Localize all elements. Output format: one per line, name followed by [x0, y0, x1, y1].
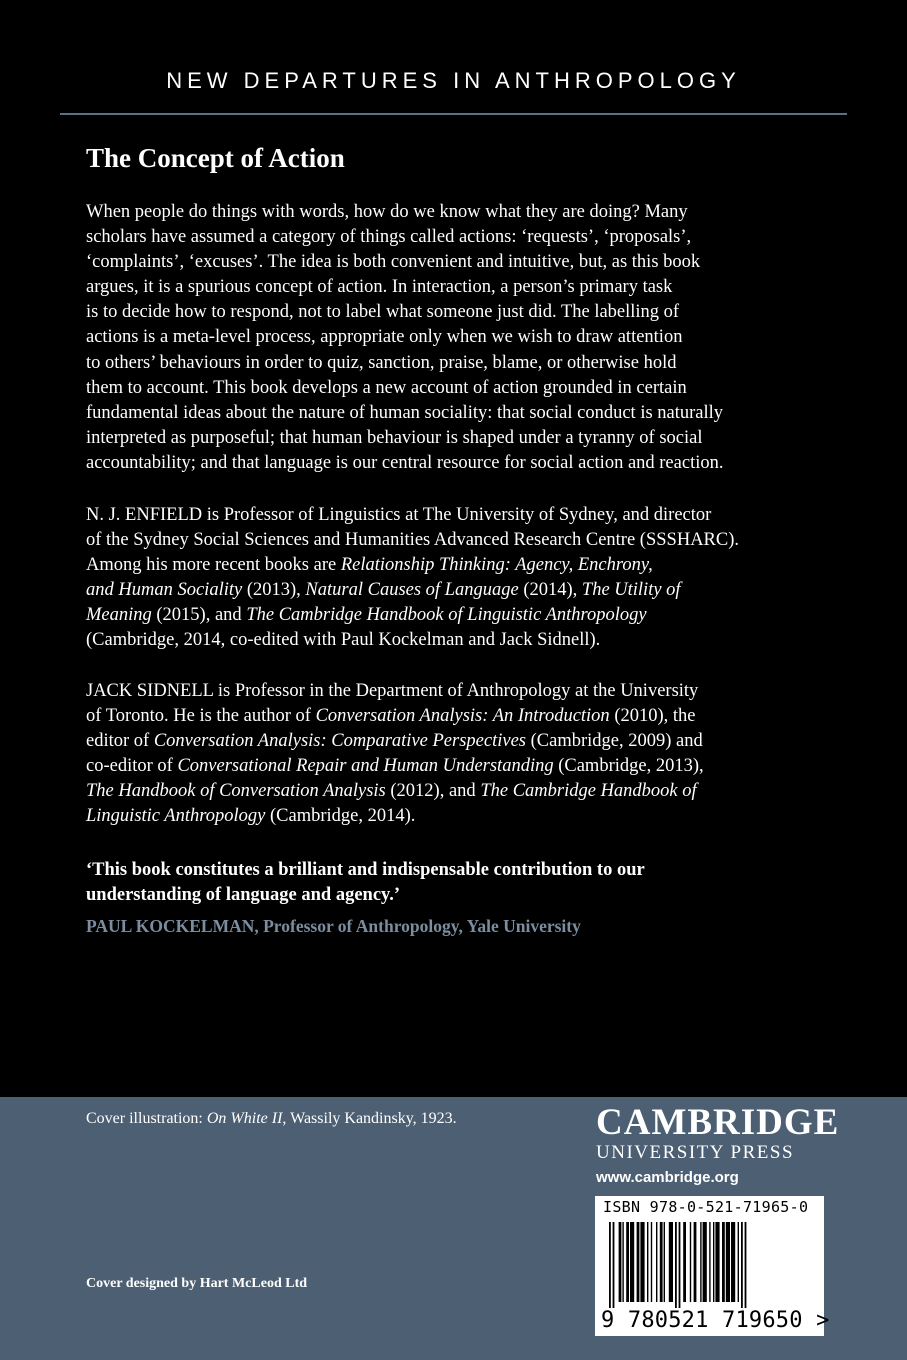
book-description [86, 200, 826, 476]
title-italic: Relationship Thinking: Agency, Enchrony, [340, 555, 653, 576]
title-italic: Conversational Repair and Human Understanding [177, 756, 554, 777]
barcode-bar [722, 1222, 725, 1302]
barcode-bar [656, 1222, 657, 1302]
series-title: NEW DEPARTURES IN ANTHROPOLOGY [166, 68, 741, 93]
title-italic: Natural Causes of Language [305, 580, 519, 601]
book-title: The Concept of Action [86, 143, 345, 173]
barcode-bar [709, 1222, 710, 1302]
title-italic: The Utility of [581, 580, 681, 601]
cover-illustration-credit [86, 1110, 457, 1128]
title-italic: The Cambridge Handbook of Linguistic Anthropology [246, 605, 647, 626]
barcode-bar [731, 1222, 735, 1302]
text-line [86, 628, 826, 653]
barcode-bar [613, 1222, 615, 1308]
text-line [86, 729, 826, 754]
cover-designer-credit: Cover designed by Hart McLeod Ltd [86, 1276, 308, 1291]
barcode-bar [637, 1222, 640, 1302]
title-italic: Linguistic Anthropology [86, 806, 266, 827]
barcode-bar [741, 1222, 743, 1308]
text-line: to others’ behaviours in order to quiz, sanction, praise, blame, or otherwise hold [86, 352, 677, 373]
text-line: fundamental ideas about the nature of human sociality: that social conduct is naturally [86, 402, 724, 423]
text-run: (Cambridge, 2014). [265, 806, 416, 827]
title-italic: The Handbook of Conversation Analysis [86, 781, 386, 802]
barcode-digits: 9 780521 719650 > [601, 1308, 830, 1333]
text-line [86, 578, 826, 603]
text-line: When people do things with words, how do we know what they are doing? Many [86, 202, 688, 222]
text-line [86, 603, 826, 628]
publisher-url[interactable]: www.cambridge.org [596, 1169, 739, 1186]
barcode-bar [660, 1222, 663, 1302]
text-run: of Toronto. He is the author of [86, 706, 316, 727]
text-run: (Cambridge, 2014, co-edited with Paul Kockelman and Jack Sidnell). [86, 630, 601, 651]
isbn-label: ISBN 978-0-521-71965-0 [603, 1198, 809, 1216]
text-run: (2014), [518, 580, 582, 601]
text-line: accountability; and that language is our central resource for social action and reaction. [86, 452, 724, 473]
text-line: actions is a meta-level process, appropriate only when we wish to draw attention [86, 327, 683, 348]
text-run: (Cambridge, 2013), [553, 756, 704, 777]
text-line [86, 704, 826, 729]
title-italic: Conversation Analysis: Comparative Perspectives [153, 731, 526, 752]
barcode-bar [703, 1222, 707, 1302]
text-run: co-editor of [86, 756, 178, 777]
text-line [86, 503, 826, 528]
text-run: (2013), [242, 580, 306, 601]
barcode-bar [694, 1222, 697, 1302]
title-italic: and Human Sociality [86, 580, 243, 601]
barcode-panel [595, 1196, 830, 1336]
barcode-bar [622, 1222, 623, 1302]
barcode-bar [745, 1222, 747, 1308]
text-line [86, 779, 826, 804]
text-line: is to decide how to respond, not to label what someone just did. The labelling of [86, 302, 680, 323]
text-line [86, 754, 826, 779]
text-run: (2012), and [385, 781, 481, 802]
endorsement-quote [86, 858, 826, 908]
publisher-logo-name: CAMBRIDGE [596, 1102, 840, 1143]
text-line: ‘This book constitutes a brilliant and indispensable contribution to our [86, 860, 645, 880]
text-run: Among his more recent books are [86, 555, 341, 576]
quote-attribution: PAUL KOCKELMAN, Professor of Anthropology, Yale University [86, 916, 581, 936]
barcode-bar [679, 1222, 681, 1308]
title-italic: Conversation Analysis: An Introduction [315, 706, 610, 727]
barcode-bar [626, 1222, 629, 1302]
title-italic: On White II [206, 1110, 283, 1127]
barcode-bar [675, 1222, 677, 1308]
barcode-bar [651, 1222, 652, 1302]
text-line: them to account. This book develops a new account of action grounded in certain [86, 377, 687, 398]
publisher-logo-press: UNIVERSITY PRESS [596, 1142, 795, 1163]
text-run: N. J. ENFIELD is Professor of Linguistics at The University of Sydney, and director [86, 505, 712, 525]
barcode-bar [664, 1222, 665, 1302]
barcode-bar [700, 1222, 701, 1302]
barcode-bar [683, 1222, 686, 1302]
author-bio-sidnell [86, 679, 826, 830]
barcode-bar [738, 1222, 739, 1302]
text-run: (2015), and [151, 605, 247, 626]
barcode-bar [609, 1222, 611, 1308]
header-rule [60, 113, 847, 115]
barcode-bar [647, 1222, 648, 1302]
barcode-bar [690, 1222, 691, 1302]
barcode-bar [640, 1222, 644, 1302]
barcode-bar [713, 1222, 714, 1302]
barcode-bar [715, 1222, 719, 1302]
text-line: understanding of language and agency.’ [86, 885, 401, 906]
title-italic: Meaning [86, 605, 152, 626]
text-line [86, 528, 826, 553]
text-run: (2010), the [609, 706, 696, 727]
text-run: (Cambridge, 2009) and [525, 731, 703, 752]
text-line: interpreted as purposeful; that human behaviour is shaped under a tyranny of social [86, 427, 703, 448]
text-line [86, 679, 826, 704]
title-italic: The Cambridge Handbook of [480, 781, 697, 802]
barcode-bar [630, 1222, 634, 1302]
text-line: argues, it is a spurious concept of action. In interaction, a person’s primary task [86, 277, 673, 298]
text-line: ‘complaints’, ‘excuses’. The idea is both convenient and intuitive, but, as this book [86, 252, 701, 273]
text-run: , Wassily Kandinsky, 1923. [282, 1110, 457, 1127]
text-run: JACK SIDNELL is Professor in the Department of Anthropology at the University [86, 681, 699, 701]
text-line [86, 553, 826, 578]
text-line [86, 804, 826, 829]
text-run: editor of [86, 731, 154, 752]
barcode-bar [669, 1222, 673, 1302]
text-run: Cover illustration: [86, 1110, 207, 1127]
barcode-bar [619, 1222, 622, 1302]
barcode [595, 1222, 824, 1308]
author-bio-enfield [86, 503, 826, 654]
text-line: scholars have assumed a category of things called actions: ‘requests’, ‘proposals’, [86, 227, 692, 248]
text-run: of the Sydney Social Sciences and Humanities Advanced Research Centre (SSSHARC). [86, 530, 740, 551]
barcode-bar [726, 1222, 730, 1302]
